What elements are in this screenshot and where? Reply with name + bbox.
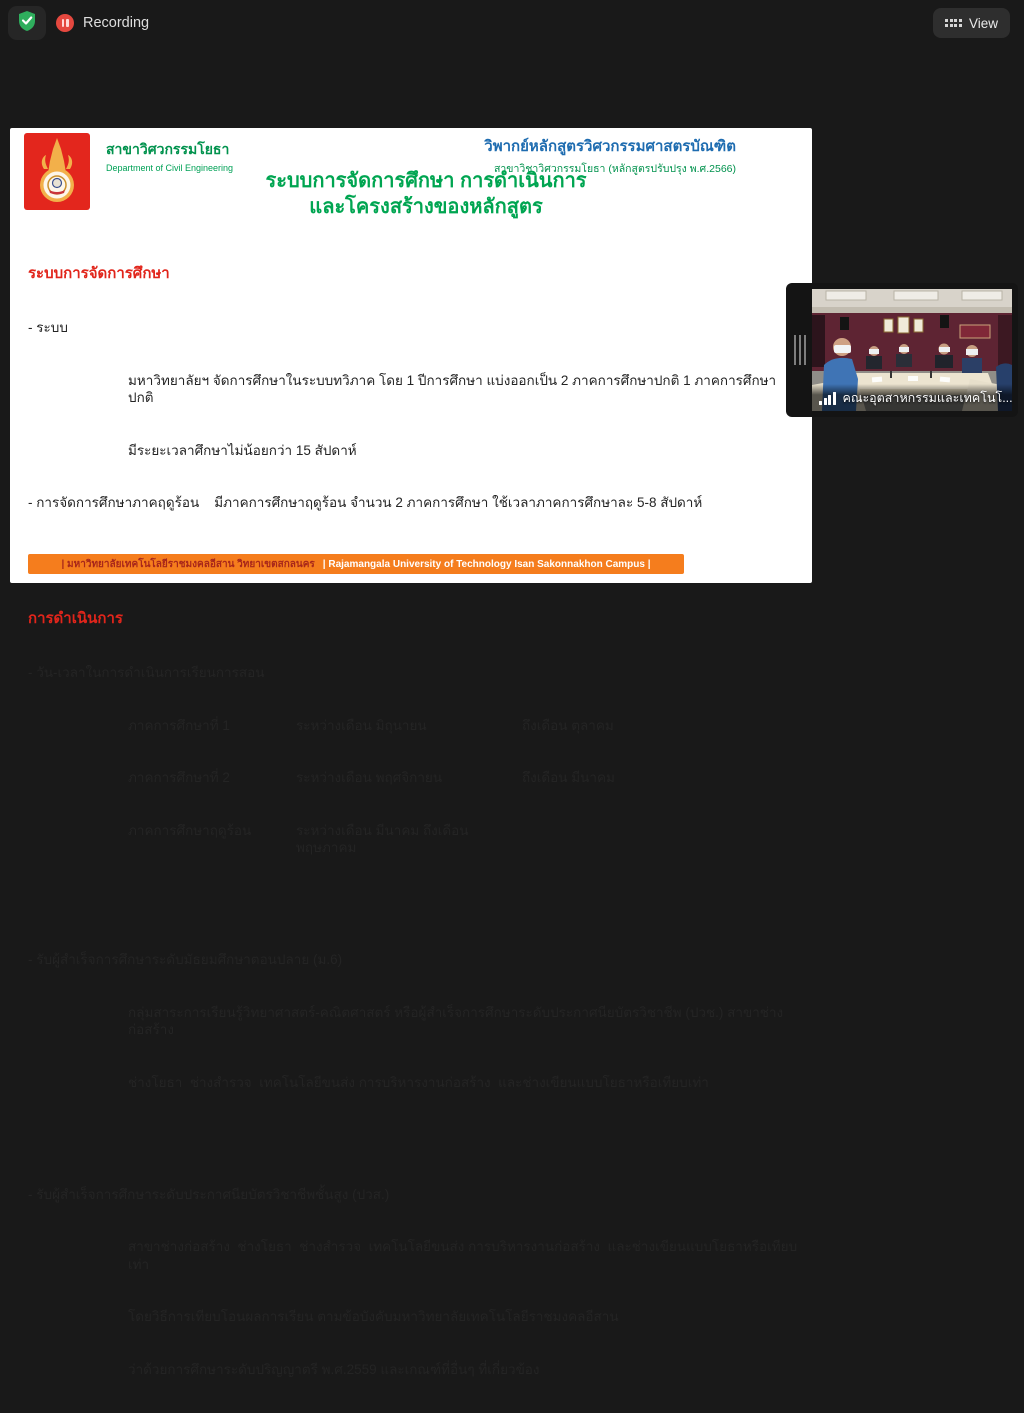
- recording-pause-icon[interactable]: [56, 14, 74, 32]
- shared-screen-slide: [10, 128, 812, 1377]
- view-button[interactable]: [933, 8, 1010, 38]
- signal-bars-icon: [819, 392, 836, 405]
- body-line: กลุ่มสาระการเรียนรู้วิทยาศาสตร์-คณิตศาสตร์ หรือผู้สำเร็จการศึกษาระดับประกาศนียบัตรวิชาชีพ (ปวช.) สาขาช่างก่อสร้าง: [128, 1004, 784, 1037]
- semester-row: [28, 822, 800, 857]
- semester-row: [28, 769, 800, 787]
- recording-label: Recording: [83, 15, 150, 31]
- body-line: - รับผู้สำเร็จการศึกษาระดับประกาศนียบัตรวิชาชีพชั้นสูง (ปวส.): [28, 1186, 390, 1202]
- semester-to: ถึงเดือน ตุลาคม: [522, 717, 614, 733]
- body-line: ช่างโยธา ช่างสำรวจ เทคโนโลยีขนส่ง การบริหารงานก่อสร้าง และช่างเขียนแบบโยธาหรือเทียบเท่า: [128, 1074, 709, 1090]
- slide-title-line1: ระบบการจัดการศึกษา การดำเนินการ: [265, 170, 587, 192]
- video-panel: [786, 283, 1018, 417]
- section-heading-operation: การดำเนินการ: [28, 610, 123, 627]
- semester-from: ระหว่างเดือน มีนาคม ถึงเดือน พฤษภาคม: [296, 822, 473, 855]
- slide-title: [140, 168, 712, 220]
- semester-to: [522, 822, 800, 857]
- recording-indicator[interactable]: [56, 10, 149, 36]
- semester-from: ระหว่างเดือน มิถุนายน: [296, 717, 427, 733]
- semester-to: ถึงเดือน มีนาคม: [522, 770, 615, 785]
- security-button[interactable]: [8, 6, 46, 40]
- footer-university-en: | Rajamangala University of Technology Isan Sakonnakhon Campus |: [322, 558, 651, 570]
- view-button-label: View: [968, 15, 998, 31]
- body-line: - ระบบ: [28, 320, 68, 335]
- slide-body: [28, 228, 800, 1413]
- semester-term: ภาคการศึกษาฤดูร้อน: [128, 822, 252, 838]
- body-line: - รับผู้สำเร็จการศึกษาระดับมัธยมศึกษาตอนปลาย (ม.6): [28, 952, 343, 967]
- footer-university-th: | มหาวิทยาลัยเทคโนโลยีราชมงคลอีสาน วิทยาเขตสกลนคร: [61, 558, 315, 570]
- slide-footer-bar: [28, 554, 684, 574]
- body-line: มีระยะเวลาศึกษาไม่น้อยกว่า 15 สัปดาห์: [128, 442, 357, 458]
- semester-from: ระหว่างเดือน พฤศจิกายน: [296, 770, 443, 785]
- semester-row: [28, 717, 800, 735]
- participant-name: คณะอุตสาหกรรมและเทคโนโ...: [842, 391, 1013, 405]
- body-line: - วัน-เวลาในการดำเนินการเรียนการสอน: [28, 665, 265, 680]
- body-line: - การจัดการศึกษาภาคฤดูร้อน มีภาคการศึกษาฤดูร้อน จำนวน 2 ภาคการศึกษา ใช้เวลาภาคการศึกษาละ 5-8 สัปดาห์: [28, 495, 703, 510]
- gallery-grid-icon: [945, 19, 962, 27]
- body-line: โดยวิธีการเทียบโอนผลการเรียน ตามข้อบังคับมหาวิทยาลัยเทคโนโลยีราชมงคลอีสาน: [128, 1309, 619, 1324]
- curriculum-review-title: วิพากย์หลักสูตรวิศวกรรมศาสตรบัณฑิต: [484, 138, 736, 155]
- participant-video-tile[interactable]: [812, 289, 1012, 411]
- participant-name-bar: [812, 384, 1012, 411]
- semester-term: ภาคการศึกษาที่ 2: [128, 770, 230, 785]
- section-heading-education-system: ระบบการจัดการศึกษา: [28, 265, 170, 282]
- department-name-th: สาขาวิศวกรรมโยธา: [106, 141, 230, 157]
- shield-check-icon: [17, 10, 37, 37]
- body-line: ว่าด้วยการศึกษาระดับปริญญาตรี พ.ศ.2559 และเกณฑ์ที่อื่นๆ ที่เกี่ยวข้อง: [128, 1361, 540, 1377]
- slide-title-line2: และโครงสร้างของหลักสูตร: [309, 196, 543, 218]
- department-name-en: Department of Civil Engineering: [106, 163, 234, 173]
- university-logo: [24, 133, 90, 210]
- curriculum-review-subtitle: สาขาวิชาวิศวกรรมโยธา (หลักสูตรปรับปรุง พ.ศ.2566): [494, 163, 736, 175]
- panel-drag-handle[interactable]: [793, 335, 806, 365]
- body-line: มหาวิทยาลัยฯ จัดการศึกษาในระบบทวิภาค โดย 1 ปีการศึกษา แบ่งออกเป็น 2 ภาคการศึกษาปกติ 1 ภาคการศึกษาปกติ: [128, 372, 777, 405]
- semester-term: ภาคการศึกษาที่ 1: [128, 717, 230, 733]
- body-line: สาขาช่างก่อสร้าง ช่างโยธา ช่างสำรวจ เทคโนโลยีขนส่ง การบริหารงานก่อสร้าง และช่างเขียนแบบโยธาหรือเทียบเท่า: [128, 1239, 798, 1272]
